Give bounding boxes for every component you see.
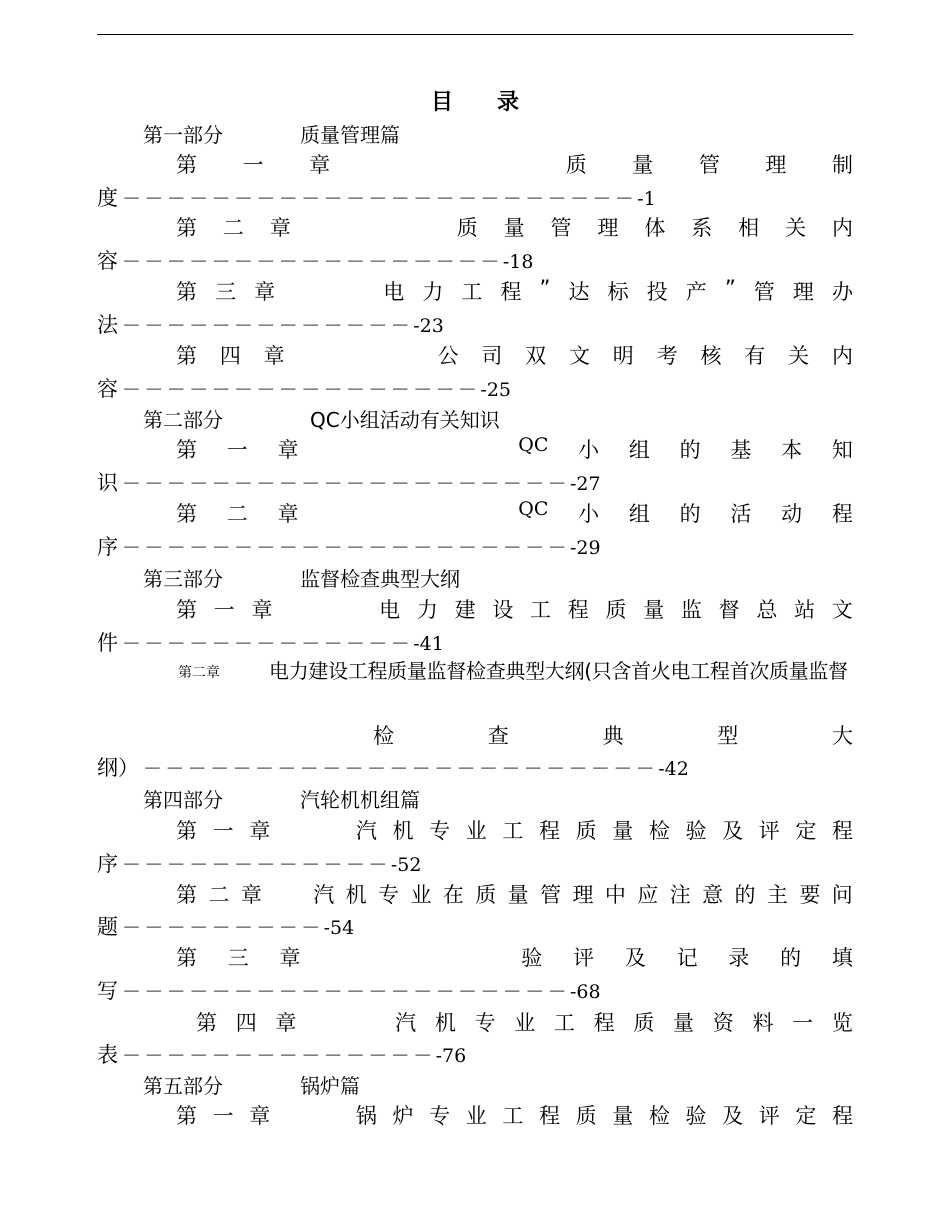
toc-text: 章 xyxy=(309,153,331,177)
toc-text: 投 xyxy=(646,280,668,304)
toc-entry-tail xyxy=(97,1039,466,1069)
toc-text: 办 xyxy=(831,280,853,304)
part-label: 第二部分 xyxy=(143,408,223,432)
toc-text: 电 xyxy=(383,280,405,304)
toc-entry-line xyxy=(176,594,853,624)
toc-text: 司 xyxy=(481,344,503,368)
toc-text: 质 xyxy=(605,598,627,622)
toc-text: 产 xyxy=(685,280,707,304)
toc-text: 评 xyxy=(758,819,780,843)
toc-text: 理 xyxy=(792,280,814,304)
toc-text: 四 xyxy=(235,1011,257,1035)
part-name: QC小组活动有关知识 xyxy=(310,408,500,432)
toc-entry-line xyxy=(176,815,853,845)
toc-text: 的 xyxy=(734,883,756,907)
part-heading xyxy=(143,563,460,592)
toc-text: 知 xyxy=(831,438,853,462)
toc-text: 第 xyxy=(176,883,197,907)
toc-text: 验 xyxy=(685,1104,707,1128)
toc-text: 型 xyxy=(717,724,739,748)
toc-text: 典 xyxy=(602,724,624,748)
toc-text: 量 xyxy=(612,819,634,843)
toc-text: 量 xyxy=(673,1011,695,1035)
toc-text: 二 xyxy=(226,502,248,526)
toc-text: 小 xyxy=(578,438,600,462)
page-number: -1 xyxy=(637,188,656,210)
toc-text: 一 xyxy=(212,819,234,843)
toc-text: 第 xyxy=(176,280,197,304)
toc-text: 质 xyxy=(565,153,587,177)
toc-text: 动 xyxy=(781,502,803,526)
toc-text: 检 xyxy=(648,819,670,843)
toc-text: 章 xyxy=(251,598,273,622)
toc-text: 组 xyxy=(628,438,650,462)
toc-text: 识 xyxy=(97,471,118,495)
toc-text: 要 xyxy=(799,883,821,907)
chapter-label-small: 第二章 xyxy=(178,665,220,681)
part-label: 第四部分 xyxy=(143,788,223,812)
toc-text: 章 xyxy=(277,502,299,526)
toc-text: 小 xyxy=(578,502,600,526)
toc-text: 基 xyxy=(730,438,752,462)
toc-text: 管 xyxy=(698,153,720,177)
toc-entry-tail xyxy=(97,373,511,403)
toc-text: 程 xyxy=(539,1104,560,1128)
toc-text: 专 xyxy=(378,883,400,907)
toc-text: 文 xyxy=(831,598,853,622)
toc-text: 容 xyxy=(97,249,118,273)
toc-text: 程 xyxy=(832,819,853,843)
toc-entry-tail xyxy=(97,182,656,212)
toc-text: 关 xyxy=(788,344,810,368)
toc-text: －－－－－－－－－－－－－－－－－－－－－－－ xyxy=(122,188,638,210)
toc-text: 题 xyxy=(97,915,118,939)
toc-text: 专 xyxy=(429,1104,451,1128)
toc-text: 理 xyxy=(572,883,594,907)
toc-text: 意 xyxy=(702,883,724,907)
toc-text: 录 xyxy=(728,946,750,970)
toc-text: 考 xyxy=(656,344,678,368)
toc-text: 法 xyxy=(97,313,118,337)
part-name: 锅炉篇 xyxy=(300,1074,360,1098)
toc-text: 的 xyxy=(679,438,701,462)
toc-entry-line xyxy=(176,149,853,179)
toc-text: 第 xyxy=(176,946,197,970)
toc-text: 第 xyxy=(176,502,197,526)
toc-text: 组 xyxy=(628,502,650,526)
toc-text: 站 xyxy=(794,598,816,622)
toc-text: 一 xyxy=(792,1011,814,1035)
toc-text: 业 xyxy=(514,1011,536,1035)
page-number: -27 xyxy=(570,473,601,495)
toc-text: 体 xyxy=(644,216,666,240)
toc-text: 第 xyxy=(176,819,197,843)
toc-text: 工 xyxy=(502,1104,524,1128)
toc-text: 管 xyxy=(550,216,572,240)
toc-text: 质 xyxy=(475,883,497,907)
page-number: -41 xyxy=(413,633,444,655)
toc-text: 机 xyxy=(392,819,414,843)
toc-text: 纲） xyxy=(97,756,139,780)
toc-entry-tail xyxy=(97,627,444,657)
toc-text: 程 xyxy=(831,502,853,526)
toc-text: 的 xyxy=(780,946,802,970)
toc-text: 及 xyxy=(722,819,744,843)
page-number: -25 xyxy=(480,379,512,401)
toc-text: 制 xyxy=(831,153,853,177)
part-label: 第五部分 xyxy=(143,1074,223,1098)
toc-text: 览 xyxy=(831,1011,853,1035)
toc-text: 主 xyxy=(766,883,788,907)
toc-entry-tail xyxy=(97,531,601,561)
toc-text: 在 xyxy=(442,883,464,907)
toc-text: 容 xyxy=(97,377,118,401)
toc-text: 的 xyxy=(679,502,701,526)
part-name: 监督检查典型大纲 xyxy=(300,567,460,591)
toc-text: 工 xyxy=(530,598,552,622)
toc-text: 三 xyxy=(215,280,237,304)
toc-text: QC xyxy=(518,498,549,520)
page-number: -52 xyxy=(390,854,422,876)
toc-text: ” xyxy=(724,276,736,300)
toc-entry-line xyxy=(196,1007,853,1037)
toc-text: 查 xyxy=(487,724,509,748)
part-label: 第一部分 xyxy=(143,123,223,147)
toc-text: 设 xyxy=(492,598,514,622)
toc-text: 内 xyxy=(831,344,853,368)
toc-text: 四 xyxy=(219,344,241,368)
toc-text: 业 xyxy=(465,819,487,843)
toc-text: 件 xyxy=(97,631,118,655)
toc-text: 质 xyxy=(456,216,478,240)
toc-text: 程 xyxy=(539,819,560,843)
chapter-title-long: 电力建设工程质量监督检查典型大纲(只含首火电工程首次质量监督 xyxy=(269,659,848,683)
page-number: -76 xyxy=(435,1045,467,1067)
toc-text: 电 xyxy=(379,598,401,622)
toc-text: 第 xyxy=(176,153,197,177)
toc-entry-line xyxy=(176,879,853,909)
toc-text: 一 xyxy=(242,153,264,177)
toc-text: －－－－－－－－－ xyxy=(122,917,324,939)
toc-text: 第 xyxy=(176,598,197,622)
toc-text: 机 xyxy=(345,883,367,907)
toc-entry-tail xyxy=(97,752,689,782)
toc-text: 监 xyxy=(680,598,702,622)
toc-text: －－－－－－－－－－－－－－－－－ xyxy=(122,251,503,273)
toc-entry-line xyxy=(176,212,853,242)
toc-text: ” xyxy=(539,276,551,300)
toc-text: 关 xyxy=(785,216,807,240)
toc-entry-tail xyxy=(97,245,533,275)
toc-entry-line xyxy=(176,942,853,972)
toc-text: 汽 xyxy=(313,883,335,907)
toc-text: 量 xyxy=(632,153,654,177)
toc-text: 一 xyxy=(213,598,235,622)
toc-entry-tail xyxy=(97,309,444,339)
toc-text: 第 xyxy=(196,1011,217,1035)
toc-text: 及 xyxy=(624,946,646,970)
toc-text: 汽 xyxy=(395,1011,417,1035)
toc-text: 料 xyxy=(752,1011,774,1035)
toc-text: 质 xyxy=(633,1011,655,1035)
toc-text: 督 xyxy=(718,598,740,622)
toc-text: 明 xyxy=(612,344,634,368)
toc-text: 二 xyxy=(208,883,230,907)
toc-text: 二 xyxy=(222,216,244,240)
page-title: 目 录 xyxy=(430,90,519,115)
toc-text: 资 xyxy=(712,1011,734,1035)
toc-text: 理 xyxy=(765,153,787,177)
page-number: -18 xyxy=(502,251,534,273)
toc-entry-line xyxy=(373,720,853,750)
toc-text: 表 xyxy=(97,1043,118,1067)
toc-text: 标 xyxy=(607,280,629,304)
page-number: -54 xyxy=(323,917,355,939)
toc-text: 定 xyxy=(795,819,817,843)
toc-text: －－－－－－－－－－－－－ xyxy=(122,633,414,655)
toc-entry-line xyxy=(176,340,853,370)
page-number: -42 xyxy=(658,758,689,780)
toc-text: 内 xyxy=(831,216,853,240)
toc-text: 章 xyxy=(263,344,285,368)
part-heading xyxy=(143,404,500,433)
toc-text: 问 xyxy=(831,883,853,907)
toc-text: －－－－－－－－－－－－－－－－－－－－－－－ xyxy=(143,758,659,780)
toc-text: 锅 xyxy=(355,1104,377,1128)
toc-text: 专 xyxy=(474,1011,496,1035)
toc-text: 验 xyxy=(685,819,707,843)
toc-text: 建 xyxy=(454,598,476,622)
toc-text: －－－－－－－－－－－－－－ xyxy=(122,1045,436,1067)
toc-text: 总 xyxy=(756,598,778,622)
toc-text: 章 xyxy=(249,819,271,843)
toc-text: 力 xyxy=(416,598,438,622)
header-rule xyxy=(97,34,853,35)
toc-text: 评 xyxy=(573,946,595,970)
toc-text: 质 xyxy=(575,819,597,843)
toc-entry-tail xyxy=(97,975,601,1005)
toc-text: －－－－－－－－－－－－－－－－－－－－ xyxy=(122,981,571,1003)
toc-text: 序 xyxy=(97,852,118,876)
toc-text: 核 xyxy=(700,344,722,368)
toc-text: 量 xyxy=(507,883,529,907)
toc-entry-tail xyxy=(97,467,601,497)
toc-text: 相 xyxy=(738,216,760,240)
toc-text: QC xyxy=(518,434,549,456)
toc-text: 双 xyxy=(525,344,547,368)
toc-text: 及 xyxy=(722,1104,744,1128)
toc-text: 定 xyxy=(795,1104,817,1128)
toc-text: 度 xyxy=(97,186,118,210)
toc-entry-line xyxy=(176,498,853,528)
toc-text: 第 xyxy=(176,344,197,368)
toc-text: 程 xyxy=(593,1011,615,1035)
toc-text: 工 xyxy=(502,819,524,843)
part-name: 质量管理篇 xyxy=(300,123,400,147)
toc-text: 公 xyxy=(437,344,459,368)
toc-text: 量 xyxy=(612,1104,634,1128)
page-number: -29 xyxy=(570,537,601,559)
toc-text: 专 xyxy=(429,819,451,843)
toc-text: 汽 xyxy=(355,819,377,843)
toc-text: 理 xyxy=(597,216,619,240)
toc-entry-line xyxy=(176,276,853,306)
toc-text: 达 xyxy=(568,280,590,304)
part-heading xyxy=(143,784,420,813)
toc-text: 质 xyxy=(575,1104,597,1128)
part-label: 第三部分 xyxy=(143,567,223,591)
toc-entry-tail xyxy=(97,848,421,878)
toc-text: 管 xyxy=(540,883,562,907)
toc-text: 第 xyxy=(176,1104,197,1128)
toc-text: 程 xyxy=(567,598,589,622)
toc-text: 章 xyxy=(277,438,299,462)
toc-text: 中 xyxy=(604,883,626,907)
toc-text: 业 xyxy=(410,883,432,907)
toc-text: 验 xyxy=(521,946,543,970)
toc-entry-line xyxy=(176,1100,853,1130)
toc-text: 一 xyxy=(226,438,248,462)
toc-text: －－－－－－－－－－－－－ xyxy=(122,315,414,337)
toc-text: 章 xyxy=(254,280,276,304)
toc-text: 程 xyxy=(832,1104,853,1128)
toc-text: －－－－－－－－－－－－ xyxy=(122,854,391,876)
toc-text: 一 xyxy=(212,1104,234,1128)
toc-entry-line xyxy=(176,434,853,464)
toc-text: 本 xyxy=(781,438,803,462)
part-heading xyxy=(143,119,400,148)
toc-text: 工 xyxy=(553,1011,575,1035)
toc-text: 章 xyxy=(240,883,262,907)
toc-text: 系 xyxy=(691,216,713,240)
toc-text: 文 xyxy=(568,344,590,368)
toc-text: 第 xyxy=(176,216,197,240)
toc-text: 程 xyxy=(500,280,522,304)
toc-text: 章 xyxy=(249,1104,271,1128)
toc-text: 第 xyxy=(176,438,197,462)
page-number: -23 xyxy=(413,315,444,337)
toc-text: 工 xyxy=(461,280,483,304)
toc-text: 应 xyxy=(637,883,659,907)
page-number: -68 xyxy=(570,981,601,1003)
toc-text: 力 xyxy=(422,280,444,304)
toc-text: 章 xyxy=(275,1011,297,1035)
toc-entry-tail xyxy=(97,911,354,941)
toc-text: 活 xyxy=(730,502,752,526)
toc-text: 检 xyxy=(648,1104,670,1128)
toc-text: 量 xyxy=(503,216,525,240)
toc-text: 三 xyxy=(227,946,249,970)
toc-text: 记 xyxy=(676,946,698,970)
toc-text: 注 xyxy=(669,883,691,907)
toc-text: 章 xyxy=(279,946,301,970)
toc-text: 检 xyxy=(373,724,394,748)
toc-text: 填 xyxy=(831,946,853,970)
toc-text: －－－－－－－－－－－－－－－－－－－－ xyxy=(122,537,571,559)
toc-text: 管 xyxy=(753,280,775,304)
part-heading xyxy=(143,1070,360,1099)
toc-text: 评 xyxy=(758,1104,780,1128)
toc-text: 炉 xyxy=(392,1104,414,1128)
toc-text: 章 xyxy=(269,216,291,240)
toc-text: －－－－－－－－－－－－－－－－－－－－ xyxy=(122,473,571,495)
toc-text: 序 xyxy=(97,535,118,559)
toc-text: 写 xyxy=(97,979,118,1003)
toc-text: 有 xyxy=(744,344,766,368)
toc-text: 业 xyxy=(465,1104,487,1128)
toc-text: 机 xyxy=(434,1011,456,1035)
toc-text: －－－－－－－－－－－－－－－－ xyxy=(122,379,481,401)
part-name: 汽轮机机组篇 xyxy=(300,788,420,812)
toc-text: 量 xyxy=(643,598,665,622)
toc-text: 大 xyxy=(832,724,853,748)
